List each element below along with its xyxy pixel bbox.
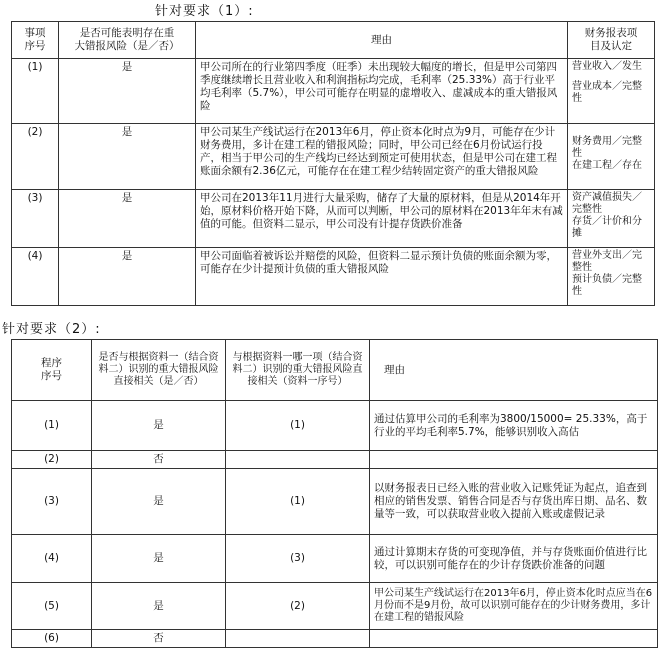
related-item: (1) [226,469,370,535]
section2-title: 针对要求（2）: [2,322,101,337]
table-row [12,401,658,451]
related-item: (2) [226,583,370,630]
relevance-flag: 否 [92,451,226,469]
statement-items [568,124,655,190]
statement-items [568,190,655,248]
section1-title: 针对要求（1）: [155,4,254,19]
table-row [12,583,658,630]
statement-item: 营业外支出／完整性 [572,250,642,273]
statement-item: 资产减值损失／完整性 [572,192,642,215]
statement-items [568,248,655,306]
header-procedure-number: 程序 序号 [12,340,92,401]
table-row [12,190,655,248]
header-risk-flag: 是否可能表明存在重 大错报风险（是／否） [59,22,196,59]
related-item [226,630,370,648]
procedure-number: (3) [12,469,92,535]
statement-item: 财务费用／完整性 [572,136,642,159]
table-row [12,630,658,648]
reason-text: 甲公司面临着被诉讼并赔偿的风险，但资料二显示预计负债的账面余额为零，可能存在少计提预计负债的重大错报风险 [196,248,568,306]
risk-table [11,21,655,306]
header-reason: 理由 [370,340,658,401]
related-item [226,451,370,469]
relevance-flag: 否 [92,630,226,648]
header-reason: 理由 [196,22,568,59]
table-row [12,59,655,124]
relevance-flag: 是 [92,583,226,630]
risk-flag: 是 [59,248,196,306]
row-number: (1) [12,59,59,124]
table-row [12,451,658,469]
reason-text: 甲公司某生产线试运行在2013年6月，停止资本化时点为9月，可能存在少计财务费用，多计在建工程的错报风险；同时，甲公司已经在6月份试运行投产，相当于甲公司的生产线均已经达到预定可使用状态，但是甲公司在建工程账面余额有2.36亿元，可能存在在建工程少结转固定资产的重大错报风险 [196,124,568,190]
statement-item: 营业成本／完整性 [572,81,642,104]
statement-item: 在建工程／存在 [572,160,642,171]
row-number: (4) [12,248,59,306]
reason-text: 通过估算甲公司的毛利率为3800/15000= 25.33%，高于行业的平均毛利率5.7%，能够识别收入高估 [370,401,658,451]
reason-text: 通过计算期末存货的可变现净值，并与存货账面价值进行比较，可以识别可能存在的少计存货跌价准备的问题 [370,535,658,583]
statement-item: 营业收入／发生 [572,61,642,72]
reason-text [370,630,658,648]
table-row [12,248,655,306]
table-row [12,124,655,190]
procedure-number: (2) [12,451,92,469]
statement-item: 存货／计价和分摊 [572,216,642,239]
related-item: (3) [226,535,370,583]
header-item-number: 事项 序号 [12,22,59,59]
reason-text: 以财务报表日已经入账的营业收入记账凭证为起点，追查到相应的销售发票、销售合同是否与存货出库日期、品名、数量等一致，可以获取营业收入提前入账或虚假记录 [370,469,658,535]
risk-flag: 是 [59,124,196,190]
procedure-number: (6) [12,630,92,648]
procedure-number: (1) [12,401,92,451]
statement-item: 预计负债／完整性 [572,274,642,297]
statement-items [568,59,655,124]
relevance-flag: 是 [92,401,226,451]
relevance-flag: 是 [92,535,226,583]
header-direct-relevance: 是否与根据资料一（结合资料二）识别的重大错报风险直接相关（是／否） [92,340,226,401]
reason-text [370,451,658,469]
risk-flag: 是 [59,59,196,124]
relevance-flag: 是 [92,469,226,535]
header-related-item: 与根据资料一哪一项（结合资料二）识别的重大错报风险直接相关（资料一序号） [226,340,370,401]
procedure-table [11,339,658,648]
risk-flag: 是 [59,190,196,248]
procedure-number: (4) [12,535,92,583]
row-number: (2) [12,124,59,190]
table-row [12,535,658,583]
reason-text: 甲公司某生产线试运行在2013年6月，停止资本化时点应当在6月份而不是9月份，故可以识别可能存在的少计财务费用，多计在建工程的错报风险 [370,583,658,630]
row-number: (3) [12,190,59,248]
procedure-number: (5) [12,583,92,630]
related-item: (1) [226,401,370,451]
header-statement-items: 财务报表项 目及认定 [568,22,655,59]
table-row [12,469,658,535]
reason-text: 甲公司所在的行业第四季度（旺季）未出现较大幅度的增长，但是甲公司第四季度继续增长且营业收入和利润指标均完成，毛利率（25.33%）高于行业平均毛利率（5.7%），甲公司可能存在明显的虚增收入、虚减成本的重大错报风险 [196,59,568,124]
reason-text: 甲公司在2013年11月进行大量采购，储存了大量的原材料，但是从2014年开始，原材料价格开始下降，从而可以判断，甲公司的原材料在2013年年末有减值的可能。但资料二显示，甲公司没有计提存货跌价准备 [196,190,568,248]
